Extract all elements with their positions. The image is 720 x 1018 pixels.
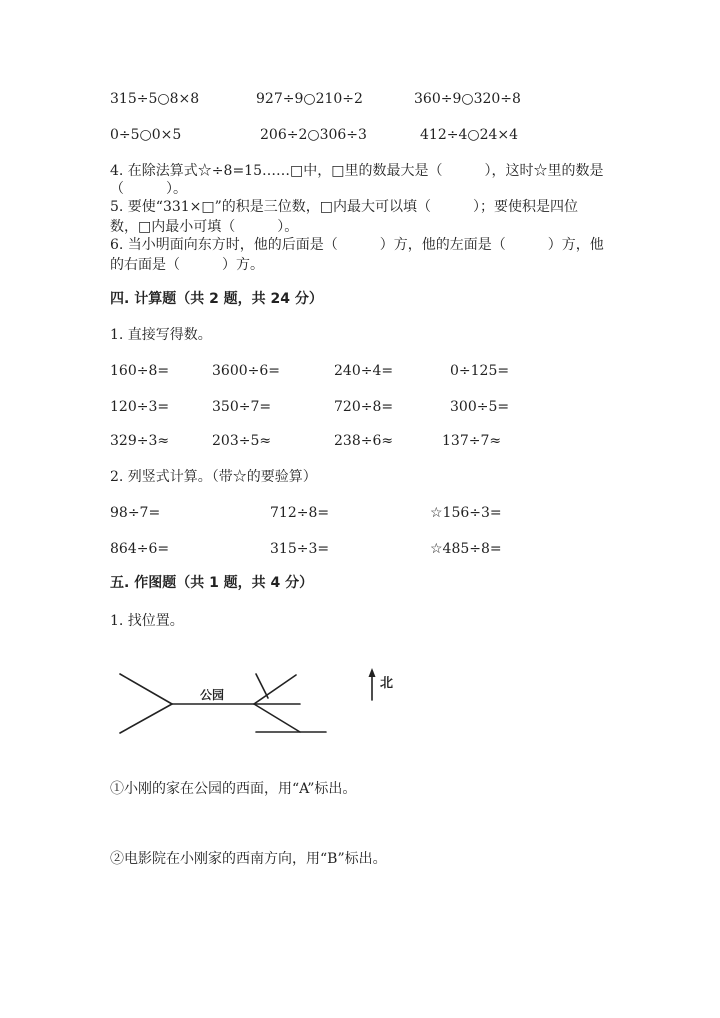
road-line <box>254 675 296 704</box>
road-line <box>120 674 172 704</box>
calc-item: 240÷4= <box>334 363 394 379</box>
calc-item: 720÷8= <box>334 399 394 415</box>
calc-item: 3600÷6= <box>212 363 280 379</box>
question-4-line2: （ ）。 <box>110 181 187 197</box>
compare-item: 0÷5○0×5 <box>110 127 182 143</box>
vertical-calc-item: 864÷6= <box>110 541 170 557</box>
section-5-heading: 五. 作图题（共 1 题，共 4 分） <box>110 575 314 591</box>
vertical-calc-item: ☆485÷8= <box>430 541 502 557</box>
vertical-calc-item: ☆156÷3= <box>430 505 502 521</box>
question-title: 1. 直接写得数。 <box>110 327 212 343</box>
calc-item: 0÷125= <box>450 363 510 379</box>
question-6-line2: 的右面是（ ）方。 <box>110 257 264 273</box>
north-label: 北 <box>380 676 394 691</box>
calc-item: 160÷8= <box>110 363 170 379</box>
sub-question-1: ①小刚的家在公园的西面，用“A”标出。 <box>110 781 357 797</box>
calc-item: 137÷7≈ <box>442 433 502 449</box>
question-5-line1: 5. 要使“331×□”的积是三位数，□内最大可以填（ ）；要使积是四位 <box>110 199 579 215</box>
vertical-calc-item: 712÷8= <box>270 505 330 521</box>
calc-item: 120÷3= <box>110 399 170 415</box>
calc-item: 203÷5≈ <box>212 433 272 449</box>
park-label: 公园 <box>200 688 225 702</box>
north-arrow-icon <box>369 668 376 677</box>
calc-item: 329÷3≈ <box>110 433 170 449</box>
question-5-line2: 数，□内最小可填（ ）。 <box>110 219 299 235</box>
question-title: 1. 找位置。 <box>110 613 184 629</box>
section-4-heading: 四. 计算题（共 2 题，共 24 分） <box>110 291 323 307</box>
question-4-line1: 4. 在除法算式☆÷8=15……□中，□里的数最大是（ ），这时☆里的数是 <box>110 163 604 179</box>
calc-item: 300÷5= <box>450 399 510 415</box>
question-6-line1: 6. 当小明面向东方时，他的后面是（ ）方，他的左面是（ ）方，他 <box>110 237 604 253</box>
compare-item: 412÷4○24×4 <box>420 127 519 143</box>
road-line <box>256 674 268 698</box>
compare-item: 315÷5○8×8 <box>110 91 200 107</box>
road-line <box>120 704 172 733</box>
road-line <box>254 704 300 732</box>
question-title: 2. 列竖式计算。（带☆的要验算） <box>110 469 317 485</box>
compare-item: 927÷9○210÷2 <box>256 91 363 107</box>
vertical-calc-item: 98÷7= <box>110 505 161 521</box>
compare-item: 360÷9○320÷8 <box>414 91 521 107</box>
calc-item: 350÷7= <box>212 399 272 415</box>
calc-item: 238÷6≈ <box>334 433 394 449</box>
sub-question-2: ②电影院在小刚家的西南方向，用“B”标出。 <box>110 851 387 867</box>
compare-item: 206÷2○306÷3 <box>260 127 367 143</box>
vertical-calc-item: 315÷3= <box>270 541 330 557</box>
